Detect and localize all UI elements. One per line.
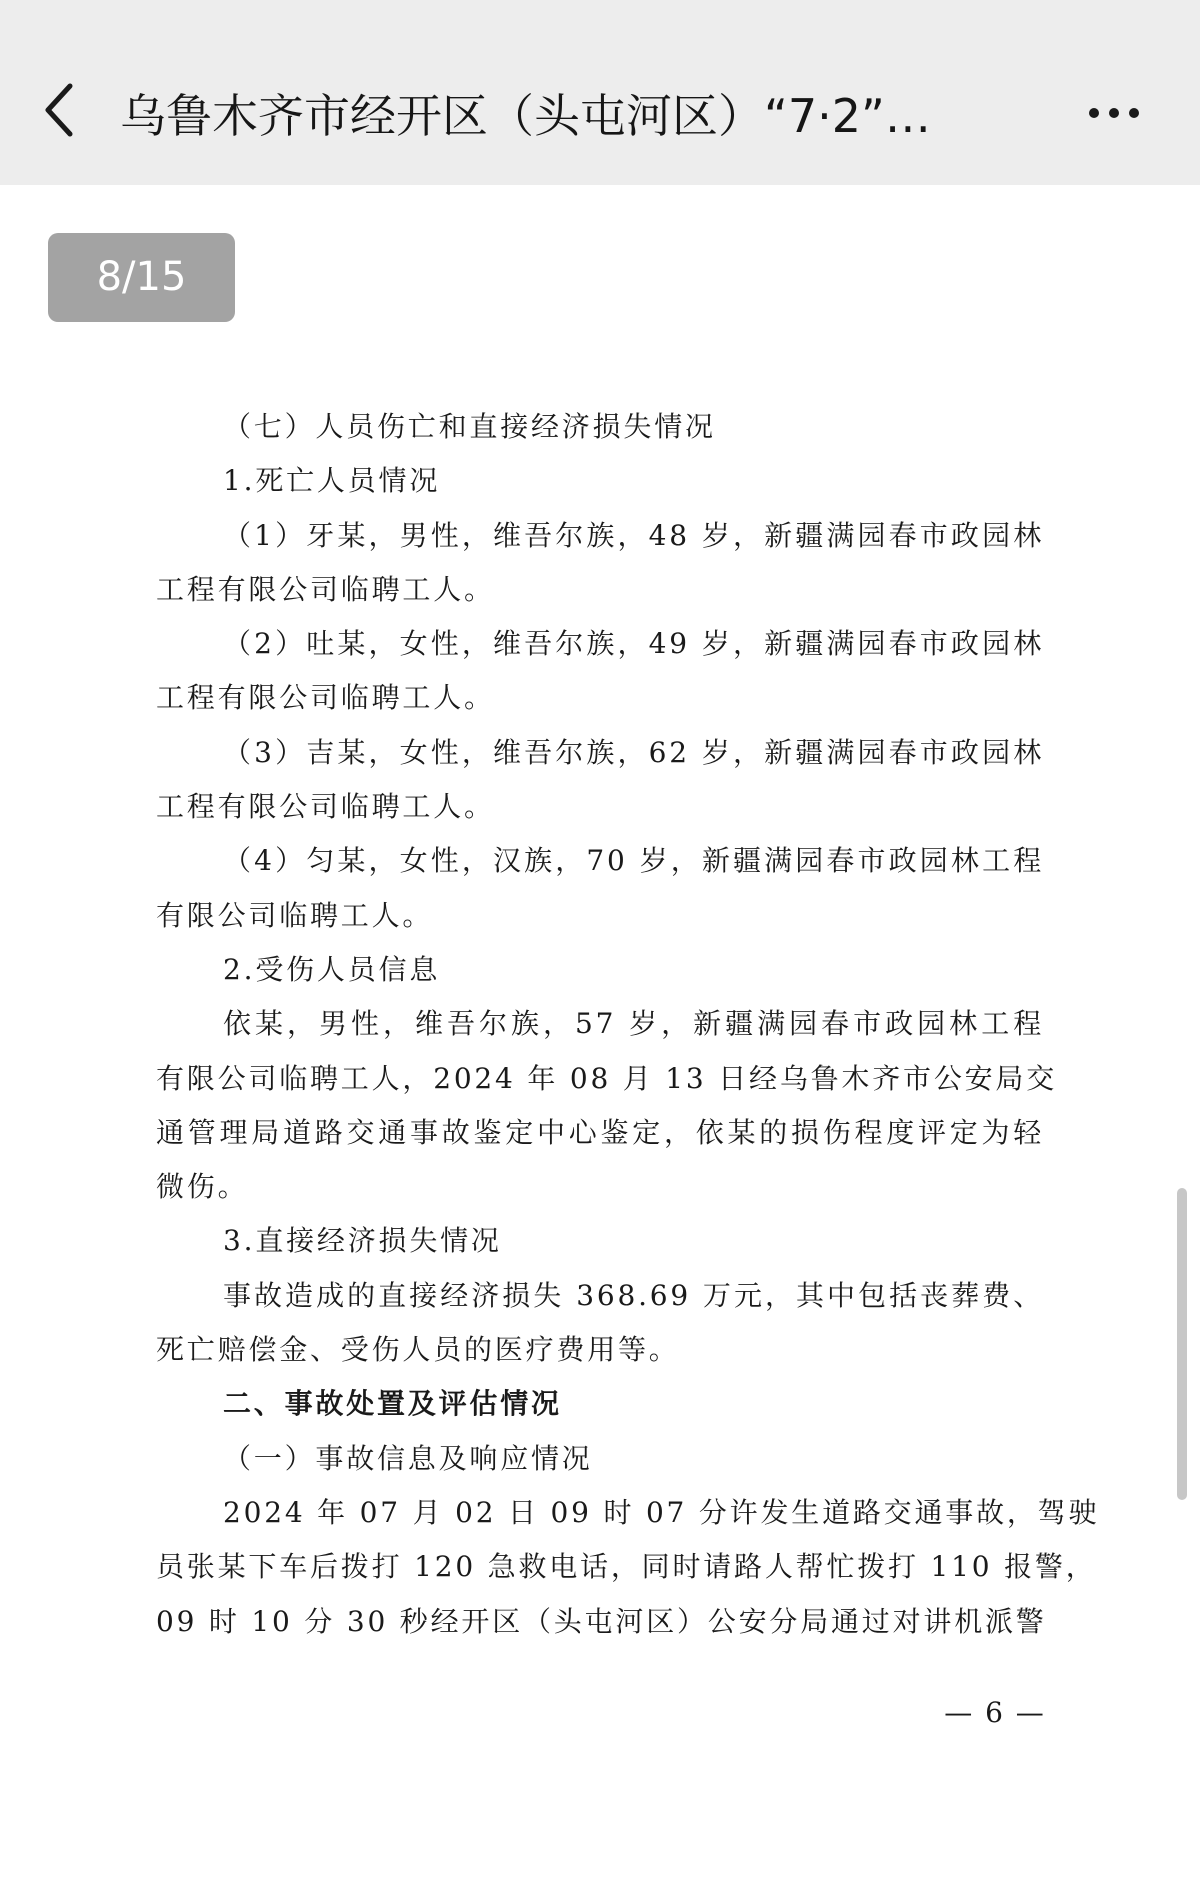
paragraph-line: 2024 年 07 月 02 日 09 时 07 分许发生道路交通事故，驾驶 [223,1495,1100,1529]
chevron-left-icon [36,80,82,140]
chapter-heading: 二、事故处置及评估情况 [223,1387,562,1421]
paragraph-line: 工程有限公司临聘工人。 [156,572,495,606]
subsection-heading: 2.受伤人员信息 [223,952,441,986]
paragraph-line: 工程有限公司临聘工人。 [156,790,495,824]
section-heading: （七）人员伤亡和直接经济损失情况 [223,410,716,443]
ellipsis-icon [1086,101,1142,125]
paragraph-line: 事故造成的直接经济损失 368.69 万元，其中包括丧葬费、 [223,1278,1044,1312]
paragraph-line: （2）吐某，女性，维吾尔族，49 岁，新疆满园春市政园林 [223,627,1044,661]
page-title: 乌鲁木齐市经开区（头屯河区）“7·2”… [120,89,931,143]
paragraph-line: 09 时 10 分 30 秒经开区（头屯河区）公安分局通过对讲机派警 [156,1604,1047,1638]
back-button[interactable] [36,80,82,140]
subsection-heading: 1.死亡人员情况 [223,464,441,498]
navigation-bar [0,0,1200,185]
paragraph-line: 有限公司临聘工人，2024 年 08 月 13 日经乌鲁木齐市公安局交 [156,1061,1058,1095]
page-number: — 6 — [944,1696,1046,1729]
section-heading: （一）事故信息及响应情况 [223,1441,593,1475]
paragraph-line: 死亡赔偿金、受伤人员的医疗费用等。 [156,1333,680,1367]
paragraph-line: 通管理局道路交通事故鉴定中心鉴定，依某的损伤程度评定为轻 [156,1115,1044,1149]
paragraph-line: （3）吉某，女性，维吾尔族，62 岁，新疆满园春市政园林 [223,735,1044,769]
paragraph-line: 工程有限公司临聘工人。 [156,681,495,715]
more-options-button[interactable] [1086,101,1142,125]
paragraph-line: 微伤。 [156,1170,249,1204]
paragraph-line: 有限公司临聘工人。 [156,898,434,932]
scrollbar-thumb[interactable] [1177,1188,1187,1500]
subsection-heading: 3.直接经济损失情况 [223,1224,502,1258]
paragraph-line: （4）匀某，女性，汉族，70 岁，新疆满园春市政园林工程 [223,844,1044,878]
document-page [156,400,1100,1649]
paragraph-line: （1）牙某，男性，维吾尔族，48 岁，新疆满园春市政园林 [223,518,1044,552]
paragraph-line: 依某，男性，维吾尔族，57 岁，新疆满园春市政园林工程 [223,1007,1044,1041]
page-indicator: 8/15 [48,233,235,322]
paragraph-line: 员张某下车后拨打 120 急救电话，同时请路人帮忙拨打 110 报警， [156,1550,1097,1584]
